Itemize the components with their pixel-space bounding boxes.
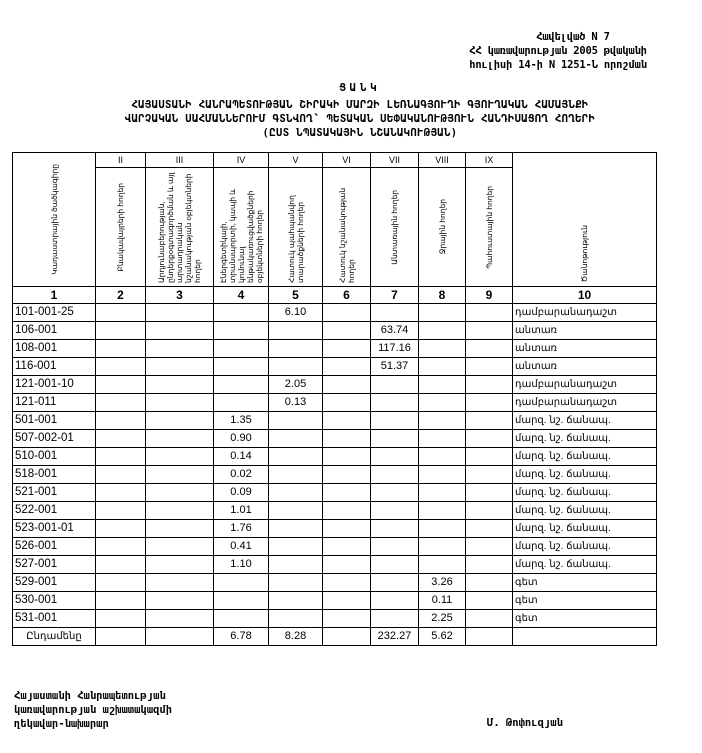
area-cell-c9: [466, 466, 513, 484]
area-cell-c8: [419, 556, 466, 574]
header-cell-7: [371, 168, 419, 287]
area-cell-c4: 0.41: [214, 538, 269, 556]
header-cell-1: [13, 153, 96, 287]
cadastral-code-cell: 121-001-10: [13, 376, 96, 394]
area-cell-c3: [146, 574, 214, 592]
cadastral-code-cell: 527-001: [13, 556, 96, 574]
area-cell-c9: [466, 448, 513, 466]
header-settlement-lands: Բնակավայրերի հողեր: [116, 182, 125, 272]
area-cell-c7: 63.74: [371, 322, 419, 340]
area-cell-c8: 0.11: [419, 592, 466, 610]
col-number-1: 1: [13, 287, 96, 304]
area-cell-c3: [146, 412, 214, 430]
area-cell-c4: 0.09: [214, 484, 269, 502]
area-cell-c9: [466, 304, 513, 322]
note-cell: դամբարանադաշտ: [513, 394, 657, 412]
area-cell-c4: [214, 574, 269, 592]
area-cell-c4: [214, 592, 269, 610]
area-cell-c4: [214, 340, 269, 358]
area-cell-c3: [146, 358, 214, 376]
area-cell-c4: [214, 322, 269, 340]
area-cell-c8: [419, 322, 466, 340]
title-line-2: ՎԱՐՉԱԿԱՆ ՍԱՀՄԱՆՆԵՐՈՒՄ ԳՏՆՎՈՂ՝ ՊԵՏԱԿԱՆ ՍԵՓԱԿԱՆՈՒԹՅՈՒՆ ՀԱՆԴԻՍԱՑՈՂ ՀՈՂԵՐԻ: [124, 113, 596, 125]
area-cell-c8: [419, 466, 466, 484]
cadastral-code-cell: 526-001: [13, 538, 96, 556]
area-cell-c4: [214, 394, 269, 412]
area-cell-c6: [323, 610, 371, 628]
area-cell-c3: [146, 322, 214, 340]
table-row: [13, 502, 657, 520]
area-cell-c5: [269, 466, 323, 484]
area-cell-c5: 0.13: [269, 394, 323, 412]
total-c7: 232.27: [371, 628, 419, 646]
area-cell-c6: [323, 520, 371, 538]
table-row: [13, 358, 657, 376]
area-cell-c6: [323, 502, 371, 520]
header-note: Ծանոթություն: [580, 224, 589, 282]
area-cell-c5: [269, 358, 323, 376]
roman-8: VIII: [419, 153, 466, 168]
area-cell-c3: [146, 430, 214, 448]
total-c9: [466, 628, 513, 646]
area-cell-c2: [96, 610, 146, 628]
roman-3: III: [146, 153, 214, 168]
area-cell-c8: [419, 538, 466, 556]
area-cell-c2: [96, 574, 146, 592]
note-cell: գետ: [513, 610, 657, 628]
table-row: [13, 394, 657, 412]
roman-7: VII: [371, 153, 419, 168]
table-row: [13, 376, 657, 394]
area-cell-c2: [96, 430, 146, 448]
note-cell: մարզ. նշ. ճանապ.: [513, 502, 657, 520]
area-cell-c7: [371, 412, 419, 430]
table-row: [13, 592, 657, 610]
header-cadastral-code: Կադաստրային ծածկագիրը: [49, 164, 59, 275]
header-forest-lands: Անտառային հողեր: [390, 189, 399, 265]
area-cell-c4: 1.76: [214, 520, 269, 538]
area-cell-c6: [323, 376, 371, 394]
area-cell-c3: [146, 304, 214, 322]
area-cell-c9: [466, 358, 513, 376]
col-number-3: 3: [146, 287, 214, 304]
area-cell-c8: 2.25: [419, 610, 466, 628]
roman-6: VI: [323, 153, 371, 168]
area-cell-c8: [419, 376, 466, 394]
annex-decree-date: հուլիսի 14-ի N 1251-Ն որոշման: [469, 59, 647, 71]
area-cell-c2: [96, 556, 146, 574]
total-note: [513, 628, 657, 646]
table-row: [13, 448, 657, 466]
area-cell-c7: [371, 448, 419, 466]
header-cell-5: [269, 168, 323, 287]
note-cell: անտառ: [513, 322, 657, 340]
area-cell-c2: [96, 304, 146, 322]
table-row: [13, 466, 657, 484]
area-cell-c5: [269, 322, 323, 340]
area-cell-c7: [371, 466, 419, 484]
area-cell-c2: [96, 502, 146, 520]
title-line-3: (ԸՍՏ ՆՊԱՏԱԿԱՅԻՆ ՆՇԱՆԱԿՈՒԹՅԱՆ): [262, 127, 458, 139]
table-row: [13, 304, 657, 322]
area-cell-c7: [371, 592, 419, 610]
total-c2: [96, 628, 146, 646]
area-cell-c3: [146, 466, 214, 484]
cadastral-code-cell: 116-001: [13, 358, 96, 376]
header-water-lands: Ջրային հողեր: [437, 199, 447, 255]
cadastral-code-cell: 521-001: [13, 484, 96, 502]
area-cell-c2: [96, 538, 146, 556]
col-number-8: 8: [419, 287, 466, 304]
signatory-title-line-3: ղեկավար-նախարար: [14, 718, 109, 730]
area-cell-c8: [419, 448, 466, 466]
area-cell-c5: [269, 610, 323, 628]
area-cell-c9: [466, 610, 513, 628]
table-row: [13, 340, 657, 358]
area-cell-c4: 1.10: [214, 556, 269, 574]
area-cell-c9: [466, 376, 513, 394]
area-cell-c6: [323, 304, 371, 322]
area-cell-c6: [323, 322, 371, 340]
area-cell-c5: [269, 574, 323, 592]
area-cell-c4: [214, 376, 269, 394]
table-row: [13, 322, 657, 340]
cadastral-code-cell: 507-002-01: [13, 430, 96, 448]
area-cell-c8: [419, 484, 466, 502]
area-cell-c5: [269, 556, 323, 574]
area-cell-c8: [419, 394, 466, 412]
area-cell-c7: [371, 304, 419, 322]
area-cell-c3: [146, 394, 214, 412]
area-cell-c7: [371, 376, 419, 394]
area-cell-c6: [323, 412, 371, 430]
area-cell-c5: [269, 484, 323, 502]
roman-numeral-row: [13, 153, 657, 168]
area-cell-c8: [419, 502, 466, 520]
note-cell: մարզ. նշ. ճանապ.: [513, 466, 657, 484]
note-cell: անտառ: [513, 340, 657, 358]
area-cell-c5: [269, 520, 323, 538]
signatory-title: [14, 689, 172, 731]
note-cell: մարզ. նշ. ճանապ.: [513, 556, 657, 574]
roman-4: IV: [214, 153, 269, 168]
title-list-word: ՑԱՆԿ: [339, 82, 381, 94]
table-row: [13, 520, 657, 538]
cadastral-code-cell: 530-001: [13, 592, 96, 610]
note-cell: մարզ. նշ. ճանապ.: [513, 430, 657, 448]
note-cell: մարզ. նշ. ճանապ.: [513, 484, 657, 502]
area-cell-c3: [146, 538, 214, 556]
area-cell-c5: 2.05: [269, 376, 323, 394]
area-cell-c8: [419, 412, 466, 430]
area-cell-c5: [269, 412, 323, 430]
area-cell-c2: [96, 322, 146, 340]
header-cell-2: [96, 168, 146, 287]
area-cell-c5: [269, 502, 323, 520]
area-cell-c8: [419, 358, 466, 376]
header-cell-6: [323, 168, 371, 287]
col-number-9: 9: [466, 287, 513, 304]
area-cell-c9: [466, 556, 513, 574]
note-cell: անտառ: [513, 358, 657, 376]
area-cell-c6: [323, 358, 371, 376]
table-row: [13, 610, 657, 628]
area-cell-c2: [96, 592, 146, 610]
area-cell-c9: [466, 412, 513, 430]
area-cell-c8: [419, 520, 466, 538]
cadastral-code-cell: 121-011: [13, 394, 96, 412]
col-number-7: 7: [371, 287, 419, 304]
area-cell-c4: 1.01: [214, 502, 269, 520]
area-cell-c7: [371, 502, 419, 520]
area-cell-c3: [146, 592, 214, 610]
area-cell-c6: [323, 538, 371, 556]
area-cell-c6: [323, 394, 371, 412]
area-cell-c5: [269, 592, 323, 610]
area-cell-c2: [96, 340, 146, 358]
note-cell: մարզ. նշ. ճանապ.: [513, 412, 657, 430]
area-cell-c7: [371, 430, 419, 448]
header-protected-lands: Հատուկ պահպանվող տարածքների հողեր: [286, 195, 305, 283]
area-cell-c9: [466, 574, 513, 592]
area-cell-c2: [96, 394, 146, 412]
area-cell-c8: 3.26: [419, 574, 466, 592]
signatory-name: Մ. Թոփուզյան: [487, 717, 563, 729]
area-cell-c9: [466, 322, 513, 340]
area-cell-c8: [419, 340, 466, 358]
area-cell-c2: [96, 484, 146, 502]
col-number-6: 6: [323, 287, 371, 304]
note-cell: մարզ. նշ. ճանապ.: [513, 520, 657, 538]
area-cell-c6: [323, 448, 371, 466]
area-cell-c9: [466, 394, 513, 412]
table-row: [13, 430, 657, 448]
area-cell-c7: [371, 394, 419, 412]
area-cell-c6: [323, 484, 371, 502]
roman-5: V: [269, 153, 323, 168]
note-cell: մարզ. նշ. ճանապ.: [513, 448, 657, 466]
roman-9: IX: [466, 153, 513, 168]
area-cell-c2: [96, 448, 146, 466]
area-cell-c3: [146, 376, 214, 394]
total-c5: 8.28: [269, 628, 323, 646]
cadastral-code-cell: 529-001: [13, 574, 96, 592]
area-cell-c8: [419, 430, 466, 448]
area-cell-c3: [146, 340, 214, 358]
header-reserve-lands: Պահուստային հողեր: [484, 185, 494, 269]
note-cell: գետ: [513, 574, 657, 592]
header-special-lands: Հատուկ նշանակության հողեր: [337, 187, 356, 283]
area-cell-c9: [466, 340, 513, 358]
total-c8: 5.62: [419, 628, 466, 646]
area-cell-c5: [269, 538, 323, 556]
document-title: [40, 81, 680, 140]
table-row: [13, 484, 657, 502]
area-cell-c4: 0.14: [214, 448, 269, 466]
header-cell-3: [146, 168, 214, 287]
area-cell-c5: [269, 448, 323, 466]
area-cell-c2: [96, 520, 146, 538]
area-cell-c6: [323, 430, 371, 448]
area-cell-c7: [371, 520, 419, 538]
table-row: [13, 556, 657, 574]
cadastral-code-cell: 106-001: [13, 322, 96, 340]
cadastral-code-cell: 108-001: [13, 340, 96, 358]
area-cell-c6: [323, 556, 371, 574]
total-c4: 6.78: [214, 628, 269, 646]
area-cell-c5: [269, 340, 323, 358]
table-body: [13, 304, 657, 628]
area-cell-c9: [466, 520, 513, 538]
col-number-4: 4: [214, 287, 269, 304]
area-cell-c2: [96, 376, 146, 394]
area-cell-c7: [371, 610, 419, 628]
area-cell-c9: [466, 592, 513, 610]
roman-2: II: [96, 153, 146, 168]
area-cell-c4: [214, 358, 269, 376]
total-label: Ընդամենը: [13, 628, 96, 646]
total-c6: [323, 628, 371, 646]
area-cell-c3: [146, 484, 214, 502]
area-cell-c4: [214, 610, 269, 628]
cadastral-code-cell: 501-001: [13, 412, 96, 430]
cadastral-code-cell: 510-001: [13, 448, 96, 466]
area-cell-c4: [214, 304, 269, 322]
area-cell-c7: 51.37: [371, 358, 419, 376]
column-number-row: [13, 287, 657, 304]
area-cell-c4: 1.35: [214, 412, 269, 430]
cadastral-code-cell: 523-001-01: [13, 520, 96, 538]
area-cell-c8: [419, 304, 466, 322]
area-cell-c7: 117.16: [371, 340, 419, 358]
col-number-10: 10: [513, 287, 657, 304]
note-cell: մարզ. նշ. ճանապ.: [513, 538, 657, 556]
total-row: [13, 628, 657, 646]
annex-number: Հավելված N 7: [536, 31, 610, 43]
signatory-title-line-2: կառավարության աշխատակազմի: [14, 704, 173, 716]
area-cell-c2: [96, 412, 146, 430]
cadastral-code-cell: 518-001: [13, 466, 96, 484]
table-row: [13, 412, 657, 430]
annex-decree-line: ՀՀ կառավարության 2005 թվականի: [469, 45, 647, 57]
title-line-1: ՀԱՅԱՍՏԱՆԻ ՀԱՆՐԱՊԵՏՈՒԹՅԱՆ ՇԻՐԱԿԻ ՄԱՐԶԻ ԼԵՌՆԱԳՅՈՒՂԻ ԳՅՈՒՂԱԿԱՆ ՀԱՄԱՅՆՔԻ: [131, 99, 589, 111]
area-cell-c7: [371, 556, 419, 574]
note-cell: դամբարանադաշտ: [513, 304, 657, 322]
area-cell-c3: [146, 502, 214, 520]
header-cell-8: [419, 168, 466, 287]
area-cell-c4: 0.02: [214, 466, 269, 484]
area-cell-c3: [146, 556, 214, 574]
area-cell-c3: [146, 448, 214, 466]
area-cell-c6: [323, 340, 371, 358]
area-cell-c3: [146, 520, 214, 538]
cadastral-code-cell: 522-001: [13, 502, 96, 520]
cadastral-code-cell: 531-001: [13, 610, 96, 628]
area-cell-c9: [466, 538, 513, 556]
area-cell-c3: [146, 610, 214, 628]
area-cell-c2: [96, 358, 146, 376]
area-cell-c9: [466, 484, 513, 502]
area-cell-c4: 0.90: [214, 430, 269, 448]
col-number-2: 2: [96, 287, 146, 304]
header-cell-4: [214, 168, 269, 287]
area-cell-c7: [371, 484, 419, 502]
land-table: [12, 152, 657, 646]
header-cell-9: [466, 168, 513, 287]
note-cell: դամբարանադաշտ: [513, 376, 657, 394]
note-cell: գետ: [513, 592, 657, 610]
table-row: [13, 574, 657, 592]
area-cell-c6: [323, 574, 371, 592]
table-row: [13, 538, 657, 556]
area-cell-c9: [466, 502, 513, 520]
signatory-title-line-1: Հայաստանի Հանրապետության: [14, 690, 166, 702]
header-cell-10: [513, 153, 657, 287]
area-cell-c6: [323, 466, 371, 484]
header-infrastructure-lands: Էներգետիկայի, տրանսպորտի, կապի և կոմունալ ենթակառուցվածքների օբյեկտների հողեր: [218, 188, 264, 283]
area-cell-c5: 6.10: [269, 304, 323, 322]
area-cell-c7: [371, 538, 419, 556]
area-cell-c6: [323, 592, 371, 610]
area-cell-c2: [96, 466, 146, 484]
cadastral-code-cell: 101-001-25: [13, 304, 96, 322]
header-industrial-lands: Արդյունաբերության, ընդերքօգտագործման և այլ արտադրական նշանակության օբյեկտների հողեր: [157, 172, 202, 283]
total-c3: [146, 628, 214, 646]
area-cell-c7: [371, 574, 419, 592]
area-cell-c9: [466, 430, 513, 448]
area-cell-c5: [269, 430, 323, 448]
annex-reference: [448, 30, 668, 72]
col-number-5: 5: [269, 287, 323, 304]
